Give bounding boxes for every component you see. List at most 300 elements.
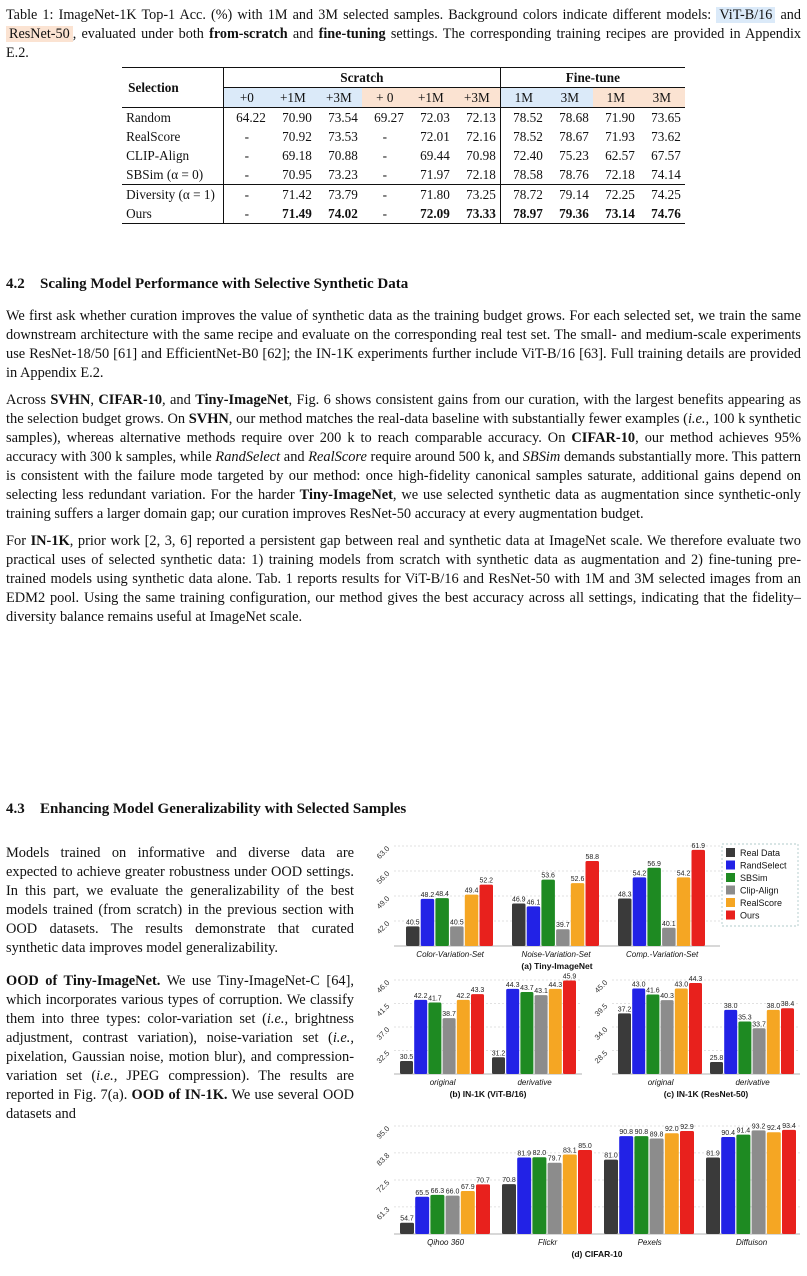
bar [706,1157,720,1234]
table-cell: 78.72 [513,186,543,202]
bar [414,1000,427,1074]
table-cell: 73.65 [651,109,681,125]
bar [465,895,479,946]
results-table [122,67,685,224]
y-tick-label: 63.0 [374,844,392,861]
legend-swatch [726,848,735,857]
bar [680,1131,694,1234]
bar [689,983,702,1074]
method-name: RealScore [308,449,367,465]
x-category-label: original [647,1078,674,1087]
bar [781,1008,794,1074]
row-label: CLIP-Align [122,146,223,165]
bar [738,1021,751,1074]
dataset-name: SVHN [188,411,229,427]
table-subheader: +1M [408,88,454,108]
table-cell: 69.18 [282,147,312,163]
data-label: 48.2 [420,891,435,899]
paper-page [6,6,802,1259]
data-label: 93.4 [782,1122,796,1130]
vit-legend-chip: ViT-B/16 [716,7,775,23]
table-cell: 73.25 [454,185,501,205]
table-cell: 79.36 [559,205,589,221]
group-finetune-header: Fine-tune [500,68,685,88]
chart-title: (d) CIFAR-10 [571,1249,623,1259]
bar [677,877,691,946]
data-label: 43.0 [631,981,646,989]
bar [753,1028,766,1074]
bar [400,1061,413,1074]
bar [563,981,576,1074]
data-label: 53.6 [541,872,555,880]
data-label: 90.4 [721,1130,736,1138]
method-name: SBSim [522,449,561,465]
data-label: 90.8 [634,1129,649,1137]
paragraph: We first ask whether curation improves the value of synthetic data as the training budget grows. For each selected set, we train the same downstream architecture with the same recipe and evaluate on the corresponding real test set. The small- and medium-scale experiments use ResNet-18/50 [61] and EfficientNet-B0 [62]; the IN-1K experiments further include ViT-B/16 [63]. Full training details are provided in Appendix E.2. [6,308,801,381]
data-label: 85.0 [578,1143,592,1150]
table-subheader: 3M [639,88,685,108]
bar [724,1010,737,1074]
text: , and [162,392,196,408]
table-cell: 72.16 [454,127,501,146]
legend-label: RandSelect [740,860,787,871]
legend-swatch [726,898,735,907]
dataset-name: Tiny-ImageNet [299,487,393,503]
table-cell: 71.49 [282,205,312,221]
data-label: 43.3 [470,987,485,995]
data-label: 66.3 [430,1187,445,1195]
bar [520,992,533,1074]
bar [646,995,659,1074]
table-cell: 67.57 [651,147,681,163]
bar [556,929,570,946]
text: demands substantially more. This pattern is consistent with the failure mode targeted by our method: once high-fidelity canonical samples saturate, additional gains depend on selecting less redundant variation. For the harder [6,449,801,503]
bar [736,1135,750,1234]
bar [406,926,420,946]
text: , [90,392,99,408]
legend-label: Ours [740,910,760,921]
table-cell: - [382,147,388,163]
data-label: 66.0 [445,1188,460,1196]
text: , prior work [2, 3, 6] reported a persistent gap between real and synthetic data at ImageNet scale. We therefore evaluate two practical uses of selected synthetic data: 1) training models from scratch with synthetic data as augmentation and 2) fine-tuning pre-trained models using synthetic data alone. Tab. 1 reports results for ViT-B/16 and ResNet-50 with 1M and 3M selected images from an EDM2 pool. Using the same training configuration, our method gives the best accuracy across all settings, indicating that the fidelity–diversity balance remains useful at ImageNet scale. [6,533,802,625]
section-number: 4.3 [6,801,25,817]
text: , our method achieves 95% accuracy with 300 k samples, while [6,430,801,465]
bar [421,899,435,946]
bar [549,989,562,1074]
x-category-label: derivative [517,1078,552,1087]
dataset-name: Tiny-ImageNet [195,392,289,408]
bar [428,1002,441,1074]
x-category-label: derivative [735,1078,770,1087]
table-cell: 70.95 [282,166,312,182]
dataset-name: CIFAR-10 [98,392,163,408]
bar [506,989,519,1074]
table-cell: 71.80 [420,186,450,202]
table-cell: 62.57 [605,147,635,163]
bar [578,1150,592,1234]
table-caption [6,6,801,63]
text: and [280,449,309,465]
table-row [122,185,685,205]
table-cell: 78.68 [559,109,589,125]
row-label: Diversity (α = 1) [122,185,223,205]
table-cell: 73.23 [328,166,358,182]
y-tick-label: 28.5 [592,1048,610,1066]
data-label: 93.2 [751,1123,766,1131]
table-row [122,146,685,165]
section-title: Enhancing Model Generalizability with Selected Samples [40,801,407,817]
table-cell: 75.23 [559,147,589,163]
table-cell: 72.18 [605,166,635,182]
data-label: 43.7 [520,985,534,993]
bar [619,1136,633,1234]
table-cell: 71.90 [605,109,635,125]
text: 100 k synthetic samples), whereas alternative methods require over 200 k to reach comparable accuracy. On [6,411,801,446]
chart-title: (b) IN-1K (ViT-B/16) [449,1089,527,1099]
data-label: 81.9 [517,1150,532,1158]
figure-7 [364,838,804,1276]
caption-text: settings. The corresponding training recipes are provided in Appendix E.2. [6,26,801,61]
bar [563,1155,577,1234]
data-label: 42.2 [456,992,471,1000]
data-label: 38.0 [723,1002,738,1010]
y-tick-label: 46.0 [374,978,392,995]
table-cell: 70.88 [328,147,358,163]
chart-title: (c) IN-1K (ResNet-50) [663,1089,749,1099]
text: i.e., [96,1068,118,1084]
bar [634,1136,648,1234]
y-tick-label: 42.0 [374,919,392,936]
table-cell: 78.97 [513,205,543,221]
x-category-label: Qihoo 360 [427,1238,465,1247]
data-label: 79.7 [547,1155,562,1163]
table-cell: 78.52 [513,109,543,125]
data-label: 39.7 [556,922,570,930]
caption-text: and [775,7,801,23]
data-label: 81.0 [604,1152,618,1160]
bar [647,868,661,946]
data-label: 56.9 [647,860,661,868]
y-tick-label: 32.5 [374,1048,392,1066]
data-label: 92.9 [680,1124,694,1132]
data-label: 41.7 [428,995,442,1003]
table-subheader: 1M [593,88,639,108]
bar [480,885,494,946]
resnet-legend-chip: ResNet-50 [6,26,73,42]
data-label: 30.5 [399,1053,414,1061]
text: We use Tiny-ImageNet-C [64], which incorporates various types of corruption. We classify them into three types: color-variation set ( [6,973,354,1027]
x-category-label: original [429,1078,456,1087]
table-cell: 78.58 [513,166,543,182]
bar [586,861,600,946]
table-cell: 73.62 [651,128,681,144]
text: i.e., [332,1030,354,1046]
data-label: 48.4 [435,891,449,899]
data-label: 70.8 [502,1177,516,1185]
table-cell: 72.40 [513,147,543,163]
data-label: 48.3 [617,891,632,899]
table-cell: - [244,147,250,163]
bar [443,1018,456,1074]
data-label: 44.3 [505,981,520,989]
table-cell: 64.22 [236,109,266,125]
table-cell: 74.14 [651,166,681,182]
data-label: 91.4 [736,1127,751,1135]
data-label: 46.9 [511,896,526,904]
table-cell: 72.18 [454,165,501,185]
legend-label: Real Data [740,848,781,858]
y-tick-label: 45.0 [592,978,610,995]
bar [471,994,484,1074]
legend-label: RealScore [740,898,783,908]
data-label: 40.1 [662,920,676,928]
table-cell: 69.27 [374,109,404,125]
bar [457,1000,470,1074]
caption-bold: fine-tuning [318,26,386,42]
paragraph [6,532,801,627]
bar [492,1057,505,1074]
data-label: 43.0 [674,981,689,989]
data-label: 49.4 [464,887,479,895]
table-cell: 72.01 [420,128,450,144]
x-category-label: Comp.-Variation-Set [626,950,699,959]
data-label: 44.3 [688,975,703,983]
bar [415,1197,429,1234]
table-cell: 74.76 [651,205,681,221]
paragraph: Models trained on informative and diverse data are expected to achieve greater robustness under OOD settings. In this part, we evaluate the generalizability of the best models trained (from scratch) in the previous section with OOD datasets. The results demonstrate that curated synthetic data improves model generalizability. [6,845,354,956]
table-cell: 70.98 [454,146,501,165]
table-cell: 73.54 [328,109,358,125]
table-cell: 69.44 [420,147,450,163]
table-subheader: 1M [500,88,547,108]
text: Across [6,392,51,408]
data-label: 67.9 [460,1184,475,1192]
bar [782,1130,796,1234]
legend-swatch [726,911,735,920]
text: JPEG compression). The results are reported in Fig. 7(a). [6,1068,355,1103]
bar [532,1157,546,1234]
row-label: Random [122,108,223,128]
dataset-name: IN-1K [30,533,70,549]
bar [430,1195,444,1234]
text: i.e., [687,411,710,427]
data-label: 38.7 [442,1011,456,1019]
group-scratch-header: Scratch [223,68,500,88]
table-cell: - [244,186,250,202]
table-cell: 72.09 [420,205,450,221]
section-number: 4.2 [6,276,25,292]
bar [527,906,541,946]
data-label: 54.2 [676,870,691,878]
bar [767,1132,781,1234]
bar [517,1157,531,1234]
bar [692,850,706,946]
table-cell: 78.67 [559,128,589,144]
y-tick-label: 37.0 [374,1025,392,1042]
data-label: 35.3 [738,1014,752,1022]
table-cell: 72.25 [605,186,635,202]
y-tick-label: 83.8 [374,1150,392,1168]
data-label: 25.8 [709,1055,724,1063]
row-label: Ours [122,204,223,224]
table-row [122,204,685,224]
y-tick-label: 39.5 [592,1001,610,1019]
data-label: 58.8 [585,854,600,861]
data-label: 70.7 [476,1177,490,1185]
text: require around 500 k, and [366,449,523,465]
bar [541,880,555,946]
bar [502,1184,516,1234]
bar [604,1160,618,1234]
data-label: 40.5 [405,919,420,927]
data-label: 37.2 [617,1006,632,1014]
caption-bold: from-scratch [209,26,288,42]
table-cell: - [382,186,388,202]
table-cell: 74.02 [328,205,358,221]
section-heading-4-2 [6,276,801,293]
table-cell: - [382,128,388,144]
legend-swatch [726,886,735,895]
chart-title: (a) Tiny-ImageNet [521,961,593,971]
table-cell: 73.14 [605,205,635,221]
table-cell: 73.53 [328,128,358,144]
table-cell: 79.14 [559,186,589,202]
caption-text: Table 1: ImageNet-1K Top-1 Acc. (%) with 1M and 3M selected samples. Background colors indicate different models: [6,7,717,23]
bar [752,1130,766,1234]
data-label: 31.2 [491,1050,506,1058]
table-cell: - [244,128,250,144]
data-label: 40.5 [450,919,464,927]
bar [633,877,647,946]
x-category-label: Flickr [538,1238,558,1247]
x-category-label: Noise-Variation-Set [521,950,591,959]
text: , we use selected synthetic data as augmentation since synthetic-only training suffers a larger domain gap; our curation improves ResNet-50 accuracy at every augmentation budget. [6,487,801,522]
bar [721,1137,735,1234]
table-cell: 72.03 [420,109,450,125]
dataset-name: SVHN [50,392,91,408]
data-label: 89.8 [649,1131,664,1139]
table-subheader: +3M [454,88,501,108]
table-cell: 71.42 [282,186,312,202]
legend-label: Clip-Align [740,885,779,896]
caption-text: and [287,26,319,42]
method-name: RandSelect [215,449,281,465]
bar [400,1223,414,1234]
table-cell: 72.13 [454,108,501,128]
paragraph [6,391,801,524]
data-label: 90.8 [619,1129,634,1137]
data-label: 44.3 [548,981,563,989]
row-label: SBSim (α = 0) [122,165,223,185]
data-label: 81.9 [706,1150,720,1158]
data-label: 54.7 [400,1215,414,1223]
table-cell: 70.92 [282,128,312,144]
table-subheader: +1M [270,88,316,108]
bar [767,1010,780,1074]
table-cell: - [244,205,250,221]
data-label: 65.5 [415,1189,430,1197]
text: brightness adjustment, contrast variation), noise-variation set ( [6,1011,354,1046]
table-cell: 70.90 [282,109,312,125]
paragraph-heading: OOD of Tiny-ImageNet. [6,973,161,989]
dataset-name: CIFAR-10 [571,430,636,446]
section-heading-4-3 [6,801,801,818]
legend-swatch [726,861,735,870]
data-label: 45.9 [562,973,577,981]
bar [665,1133,679,1234]
x-category-label: Pexels [637,1238,662,1247]
bar [661,1000,674,1074]
data-label: 61.9 [691,842,706,850]
data-label: 41.6 [646,987,660,995]
bar [548,1163,562,1234]
bar [618,899,632,947]
table-row [122,108,685,128]
bar [710,1062,723,1074]
bar [650,1138,664,1234]
table-cell: 71.93 [605,128,635,144]
y-tick-label: 56.0 [374,869,392,886]
y-tick-label: 34.0 [592,1025,610,1042]
bar [632,989,645,1074]
data-label: 38.0 [766,1002,781,1010]
table-cell: 78.52 [513,128,543,144]
x-category-label: Color-Variation-Set [416,950,484,959]
text: We use several OOD datasets and [6,1087,354,1122]
row-label: RealScore [122,127,223,146]
bar [675,989,688,1074]
table-row [122,165,685,185]
table-cell: 74.25 [651,186,681,202]
table-cell: 73.79 [328,186,358,202]
data-label: 92.0 [664,1126,679,1134]
bar [435,898,449,946]
y-tick-label: 41.5 [374,1001,392,1019]
table-subheader: + 0 [362,88,408,108]
data-label: 52.6 [570,876,585,884]
y-tick-label: 49.0 [374,894,392,911]
table-cell: 71.97 [420,166,450,182]
table-cell: - [244,166,250,182]
bar [461,1191,475,1234]
legend-swatch [726,873,735,882]
table-cell: 73.33 [454,204,501,224]
bar [571,883,585,946]
col-selection-header: Selection [122,68,223,108]
y-tick-label: 72.5 [374,1178,392,1195]
table-cell: 78.76 [559,166,589,182]
data-label: 92.4 [766,1125,781,1133]
section-title: Scaling Model Performance with Selective Synthetic Data [40,276,409,292]
y-tick-label: 95.0 [374,1124,392,1141]
y-tick-label: 61.3 [374,1204,392,1222]
data-label: 82.0 [532,1150,547,1158]
text: , our method matches the real-data baseline with substantially fewer examples ( [228,411,688,427]
caption-text: , evaluated under both [72,26,210,42]
paragraph [6,972,354,1124]
data-label: 43.1 [534,988,548,996]
paragraph-heading: OOD of IN-1K. [131,1087,228,1103]
bar [535,995,548,1074]
bar [450,926,464,946]
table-row [122,127,685,146]
data-label: 83.1 [562,1147,577,1155]
bar [446,1196,460,1234]
data-label: 52.2 [479,877,494,885]
text: For [6,533,31,549]
table-subheader: 3M [547,88,593,108]
text: i.e., [266,1011,289,1027]
